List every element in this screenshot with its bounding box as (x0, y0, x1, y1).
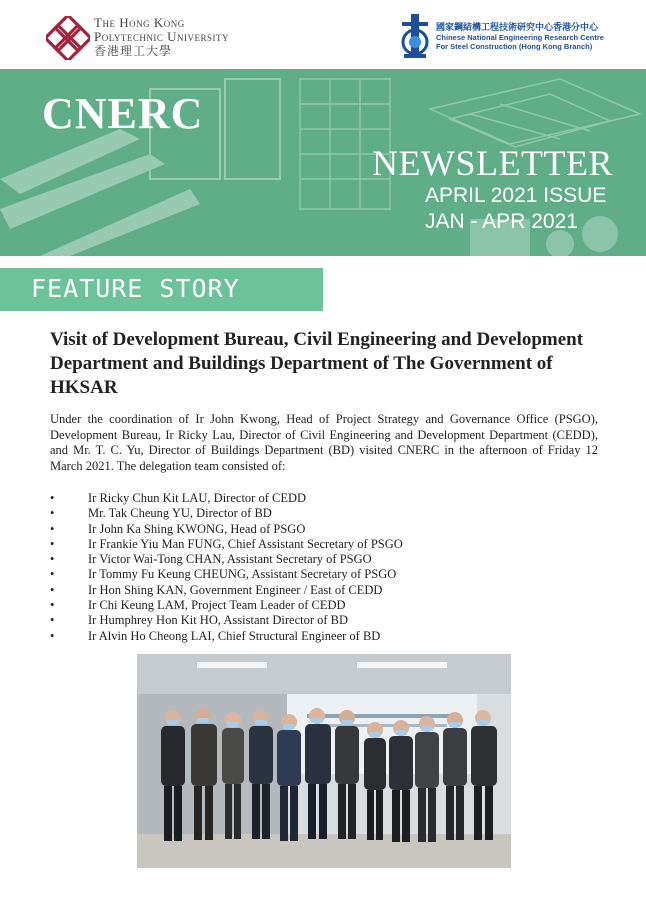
cnerc-emblem-icon (398, 12, 432, 60)
list-item: • Ir Chi Keung LAM, Project Team Leader of CEDD (50, 598, 346, 613)
cnerc-name-en-line1: Chinese National Engineering Research Centre (436, 33, 604, 42)
banner-title: CNERC (42, 89, 204, 138)
delegation-list (50, 491, 550, 644)
cnerc-name-zh: 國家鋼結構工程技術研究中心香港分中心 (436, 22, 599, 32)
delegation-group-photo (137, 654, 511, 868)
bullet-icon: • (50, 567, 55, 582)
bullet-icon: • (50, 613, 55, 628)
list-item: • Ir Humphrey Hon Kit HO, Assistant Director of BD (50, 613, 349, 628)
bullet-icon: • (50, 521, 55, 536)
group-photo-image (137, 654, 511, 868)
bullet-icon: • (50, 491, 55, 505)
polyu-logo (46, 14, 276, 60)
list-item: • Ir Hon Shing KAN, Government Engineer / East of CEDD (50, 582, 383, 597)
polyu-name-line1: The Hong Kong (94, 15, 185, 30)
list-item: • Ir Alvin Ho Cheong LAI, Chief Structural Engineer of BD (50, 628, 381, 643)
bullet-icon: • (50, 536, 55, 551)
bullet-icon: • (50, 628, 55, 643)
issue-label: APRIL 2021 ISSUE (425, 184, 607, 207)
polyu-emblem-icon (46, 16, 90, 60)
list-item: • Ir John Ka Shing KWONG, Head of PSGO (50, 521, 306, 536)
banner-newsletter-label: NEWSLETTER (372, 143, 613, 183)
bullet-icon: • (50, 598, 55, 613)
polyu-name-line2: Polytechnic University (94, 29, 229, 44)
article-intro: Under the coordination of Ir John Kwong, Head of Project Strategy and Governance Office (PSGO), Development Bureau, Ir Ricky Lau, Director of Civil Engineering and Development Department (CEDD), and Mr. T. C. Yu, Director of Buildings Department (BD) visited CNERC in the afternoon of Friday 12 March 2021. The delegation team consisted of: (50, 412, 598, 473)
article-headline: Visit of Development Bureau, Civil Engineering and Development Department and Buildings Department of The Government of HKSAR (50, 329, 584, 398)
section-label: FEATURE STORY (31, 274, 240, 303)
issue-period: JAN - APR 2021 (425, 210, 578, 233)
list-item: • Ir Frankie Yiu Man FUNG, Chief Assistant Secretary of PSGO (50, 536, 403, 551)
banner-issue-info (425, 183, 606, 235)
list-item: • Mr. Tak Cheung YU, Director of BD (50, 506, 272, 521)
cnerc-name-en-line2: For Steel Construction (Hong Kong Branch) (436, 42, 593, 51)
bullet-icon: • (50, 582, 55, 597)
section-tab-feature-story (0, 268, 323, 311)
list-item: • Ir Victor Wai-Tong CHAN, Assistant Secretary of PSGO (50, 552, 372, 567)
polyu-name-zh: 香港理工大學 (94, 44, 173, 58)
bullet-icon: • (50, 506, 55, 521)
cnerc-logo (398, 12, 608, 62)
list-item: • Ir Ricky Chun Kit LAU, Director of CEDD (50, 491, 307, 505)
bullet-icon: • (50, 552, 55, 567)
list-item: • Ir Tommy Fu Keung CHEUNG, Assistant Secretary of PSGO (50, 567, 397, 582)
